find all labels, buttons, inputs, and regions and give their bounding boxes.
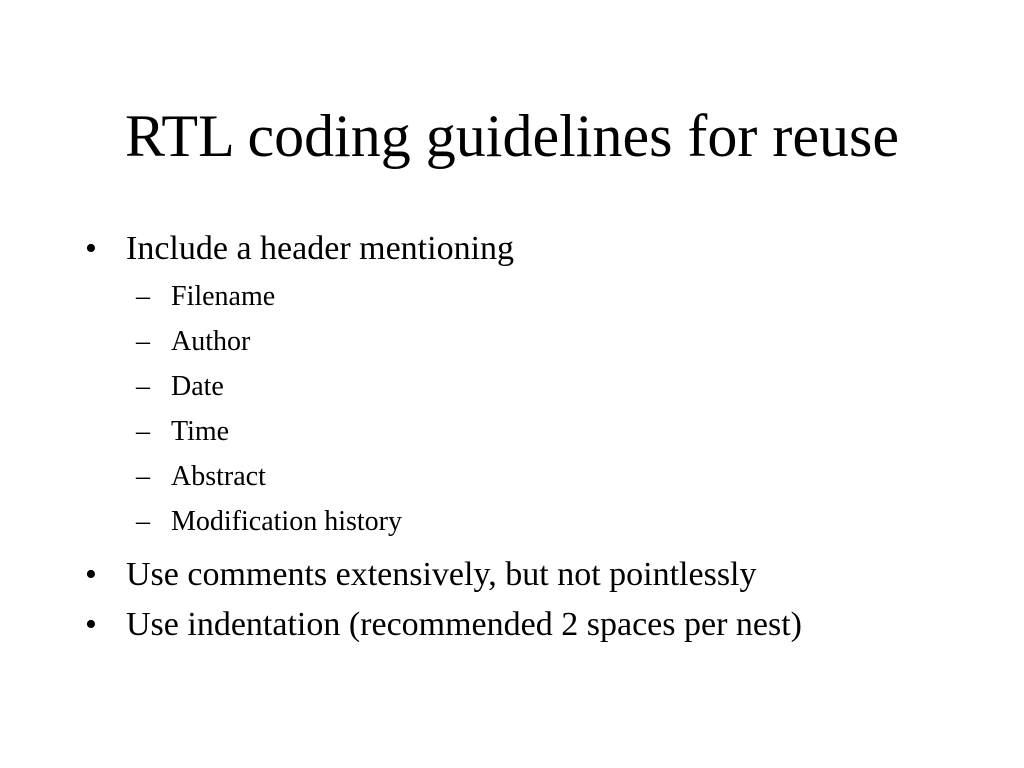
bullet-marker: • <box>85 606 97 643</box>
sub-bullet-item <box>85 364 985 409</box>
dash-marker: – <box>136 371 150 402</box>
bullet-text: Include a header mentioning <box>126 230 515 267</box>
sub-bullet-item <box>85 319 985 364</box>
sub-bullet-text: Abstract <box>171 461 266 492</box>
sub-bullet-item <box>85 454 985 499</box>
bullet-text: Use comments extensively, but not pointlessly <box>126 556 757 593</box>
sub-bullet-text: Filename <box>171 281 276 312</box>
sub-bullet-item <box>85 274 985 319</box>
sub-bullet-text: Date <box>171 371 224 402</box>
dash-marker: – <box>136 461 150 492</box>
sub-bullet-item <box>85 499 985 544</box>
dash-marker: – <box>136 506 150 537</box>
dash-marker: – <box>136 416 150 447</box>
sub-bullet-text: Time <box>171 416 230 447</box>
dash-marker: – <box>136 281 150 312</box>
bullet-item <box>85 550 985 600</box>
bullet-text: Use indentation (recommended 2 spaces per nest) <box>126 606 802 643</box>
sub-bullet-text: Modification history <box>171 506 402 537</box>
bullet-item <box>85 224 985 274</box>
bullet-item <box>85 600 985 650</box>
sub-bullet-item <box>85 409 985 454</box>
bullet-marker: • <box>85 230 97 267</box>
slide-title: RTL coding guidelines for reuse <box>125 103 899 169</box>
dash-marker: – <box>136 326 150 357</box>
bullet-list <box>85 224 985 650</box>
bullet-marker: • <box>85 556 97 593</box>
sub-bullet-text: Author <box>171 326 251 357</box>
sub-bullet-list <box>85 274 985 544</box>
